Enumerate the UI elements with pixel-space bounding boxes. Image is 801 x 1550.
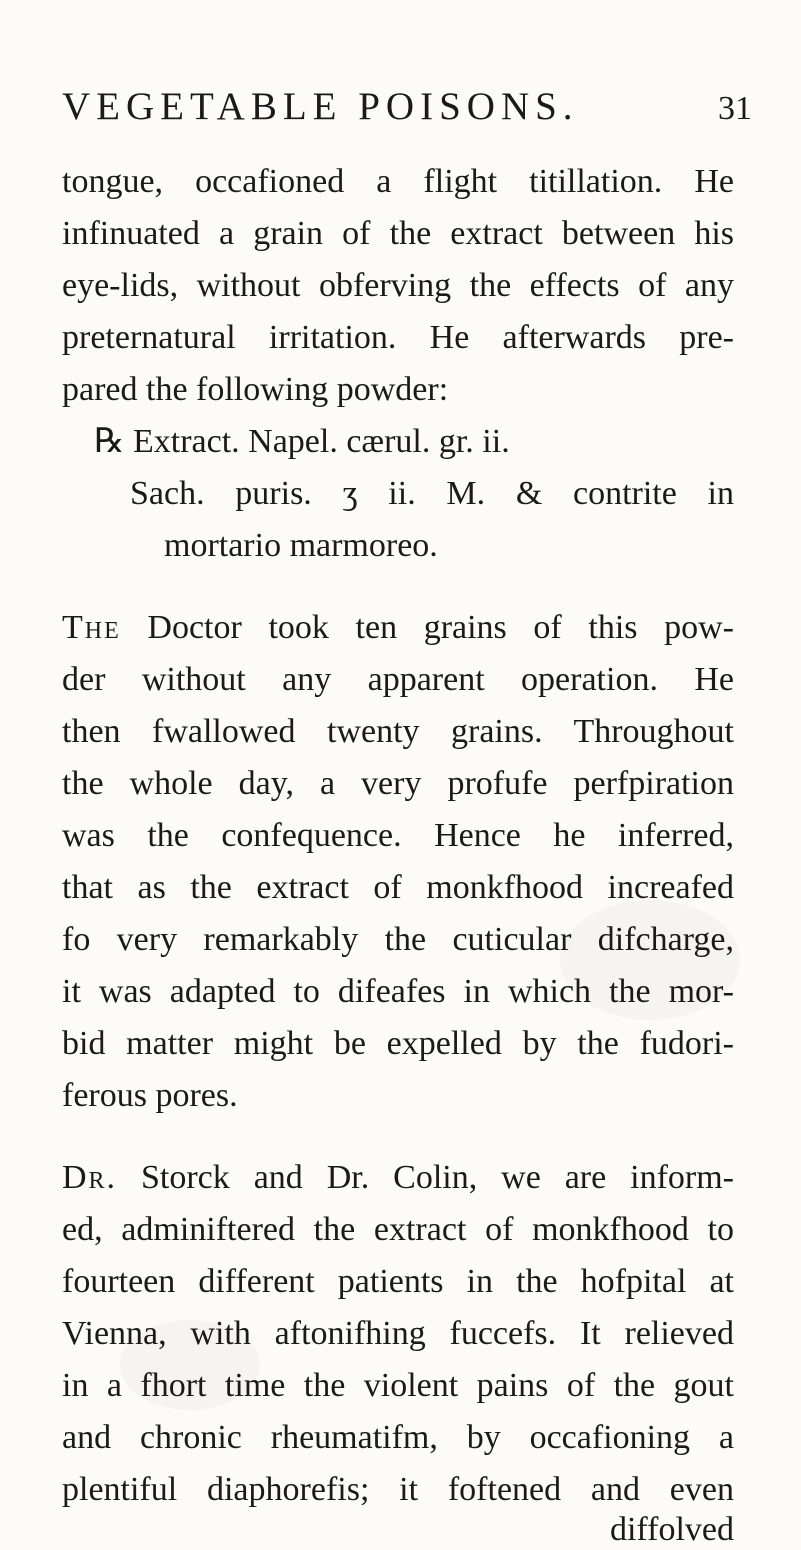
- prescription-line: mortario marmoreo.: [164, 527, 438, 564]
- text-line-rest: Doctor took ten grains of this pow-: [147, 609, 735, 646]
- text-line: der without any apparent operation. He: [62, 661, 734, 698]
- text-line: then fwallowed twenty grains. Throughout: [62, 713, 734, 750]
- text-line: [62, 1152, 734, 1204]
- text-line: tongue, occafioned a flight titillation. He: [62, 163, 734, 200]
- text-line: infinuated a grain of the extract between his: [62, 215, 734, 252]
- prescription-line: Sach. puris. ʒ ii. M. & contrite in: [130, 475, 734, 512]
- running-title: VEGETABLE POISONS.: [62, 85, 579, 128]
- text-line: eye-lids, without obferving the effects of any: [62, 267, 734, 304]
- text-line: Vienna, with aftonifhing fuccefs. It relieved: [62, 1315, 734, 1352]
- text-line: pared the following powder:: [62, 371, 449, 408]
- text-line: and chronic rheumatifm, by occafioning a: [62, 1419, 734, 1456]
- text-line: that as the extract of monkfhood increafed: [62, 869, 734, 906]
- paragraph-opening-word: The: [62, 609, 121, 646]
- text-line: ferous pores.: [62, 1077, 238, 1114]
- text-line: preternatural irritation. He afterwards pre-: [62, 319, 734, 356]
- page-number: 31: [718, 90, 752, 127]
- text-line: bid matter might be expelled by the fudori-: [62, 1025, 734, 1062]
- text-line: the whole day, a very profufe perfpiration: [62, 765, 734, 802]
- text-line: it was adapted to difeafes in which the mor-: [62, 973, 734, 1010]
- catchword: diffolved: [609, 1511, 734, 1548]
- text-line: was the confequence. Hence he inferred,: [62, 817, 734, 854]
- text-line: in a fhort time the violent pains of the gout: [62, 1367, 734, 1404]
- text-line: fourteen different patients in the hofpital at: [62, 1263, 734, 1300]
- running-head: [62, 82, 752, 132]
- text-line: [62, 602, 734, 654]
- text-line: plentiful diaphorefis; it foftened and even: [62, 1471, 734, 1508]
- text-line: ed, adminiftered the extract of monkfhood to: [62, 1211, 734, 1248]
- prescription-line: ℞ Extract. Napel. cærul. gr. ii.: [94, 423, 510, 460]
- text-line: fo very remarkably the cuticular difcharge,: [62, 921, 734, 958]
- paragraph-opening-word: Dr.: [62, 1159, 118, 1196]
- text-line-rest: Storck and Dr. Colin, we are inform-: [141, 1159, 735, 1196]
